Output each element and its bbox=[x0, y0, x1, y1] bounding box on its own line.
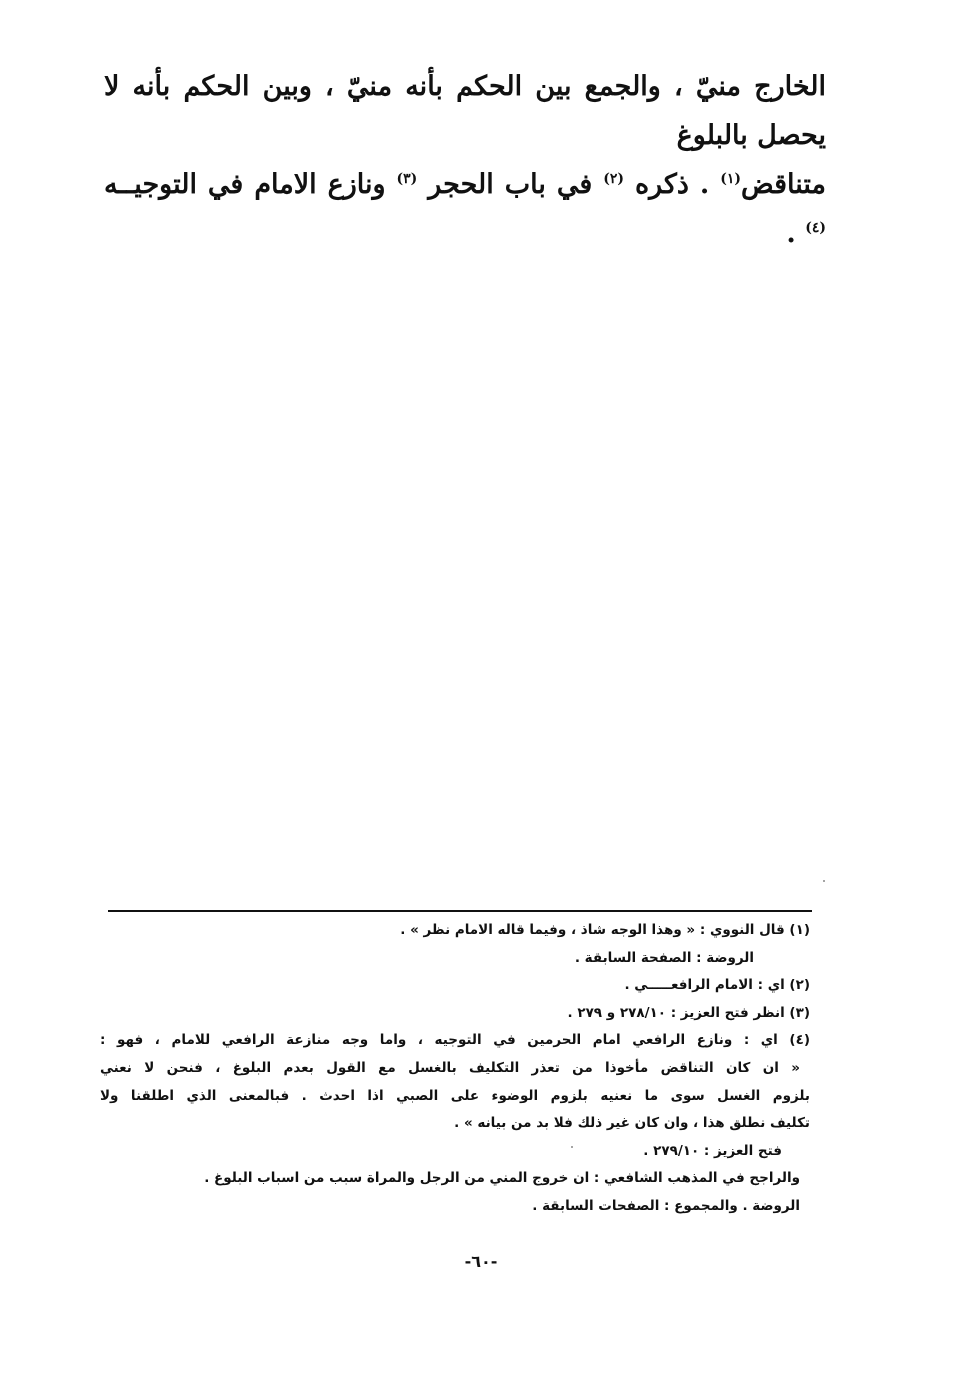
footnote-4-line-6: والراجح في المذهب الشافعي : ان خروج المني من الرجل والمراة سبب من اسباب البلوغ . bbox=[204, 1170, 800, 1187]
footnote-4-line-1: (٤) اي : ونازع الرافعي امام الحرمين في التوجيه ، واما وجه منازعة الرافعي للامام ، فهو : bbox=[100, 1032, 810, 1049]
footnote-ref-2: (٢) bbox=[603, 171, 625, 187]
footnote-3: (٣) انظر فتح العزيز : ٢٧٨/١٠ و ٢٧٩ . bbox=[567, 1004, 810, 1021]
footnote-4-line-5: فتح العزيز : ٢٧٩/١٠ . bbox=[643, 1142, 782, 1159]
main-text-segment: . ذكره bbox=[624, 169, 721, 200]
main-text-block bbox=[104, 62, 826, 258]
main-text-segment: متناقض bbox=[741, 169, 827, 200]
main-text-segment: في باب الحجر bbox=[417, 169, 604, 200]
scan-speck bbox=[823, 880, 825, 882]
footnote-ref-1: (١) bbox=[720, 171, 742, 187]
footnote-ref-3: (٣) bbox=[396, 171, 418, 187]
footnote-1-line-2: الروضة : الصفحة السابقة . bbox=[574, 949, 754, 966]
footnote-ref-4: (٤) bbox=[805, 220, 826, 236]
main-text-line-1: الخارج منيّ ، والجمع بين الحكم بأنه منيّ ، وبين الحكم بأنه لا يحصل بالبلوغ bbox=[104, 71, 826, 151]
main-text-segment: ونازع الامام في التوجيــه bbox=[104, 169, 397, 200]
main-text-segment: . bbox=[786, 218, 806, 249]
footnote-divider bbox=[108, 910, 812, 912]
footnotes-block bbox=[100, 917, 810, 1221]
footnote-4-line-3: بلزوم الغسل سوى ما نعنيه بلزوم الوضوء على الصبي اذا احدث . فبالمعنى الذي اطلقنا ولا bbox=[100, 1087, 810, 1104]
footnote-4-line-7: الروضة . والمجموع : الصفحات السابقة . bbox=[532, 1197, 800, 1214]
footnote-1-line-1: (١) قال النووي : « وهذا الوجه شاذ ، وفيما قاله الامام نظر » . bbox=[400, 922, 810, 938]
page-number: -٦٠- bbox=[464, 1252, 498, 1271]
main-text-line-2 bbox=[104, 160, 826, 258]
footnote-4-line-2: « ان كان التناقض مأخوذا من تعذر التكليف بالغسل مع القول بعدم البلوغ ، فنحن لا نعني bbox=[100, 1059, 800, 1076]
footnote-4-line-4: تكليف نطلق هذا ، وان كان غير ذلك فلا بد من بيانه » . bbox=[454, 1115, 810, 1132]
footnote-2: (٢) اي : الامام الرافعـــــي . bbox=[624, 977, 810, 994]
